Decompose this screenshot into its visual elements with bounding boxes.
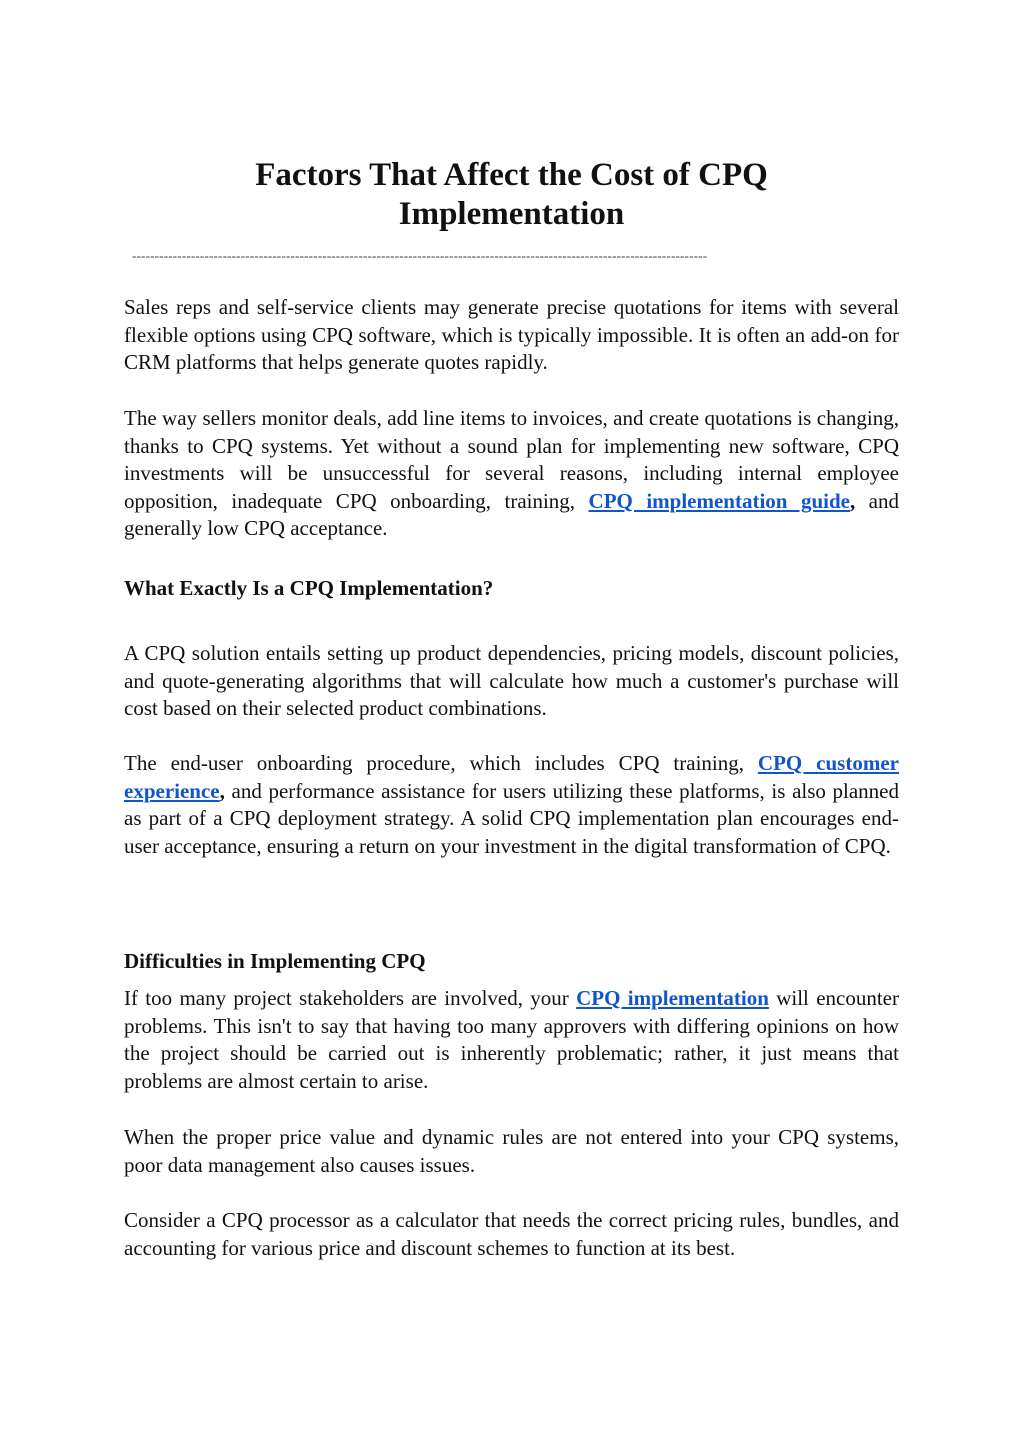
- paragraph-intro: Sales reps and self-service clients may generate precise quotations for items with several flexible options using CPQ software, which is typically impossible. It is often an add-on for CRM platforms that helps generate quotes rapidly.: [124, 295, 899, 375]
- heading-difficulties: Difficulties in Implementing CPQ: [124, 949, 426, 973]
- paragraph-stakeholders-tail: will encounter problems. This isn't to say that having too many approvers with differing opinions on how the project should be carried out is inherently problematic; rather, it just means that problems are almost certain to arise.: [124, 986, 899, 1093]
- paragraph-onboarding-tail: and performance assistance for users utilizing these platforms, is also planned as part of a CPQ deployment strategy. A solid CPQ implementation plan encourages end-user acceptance, ensuring a return on your investment in the digital transformation of CPQ.: [124, 778, 899, 858]
- paragraph-data-management: When the proper price value and dynamic rules are not entered into your CPQ systems, poor data management also causes issues.: [124, 1125, 899, 1177]
- title-line-1: Factors That Affect the Cost of CPQ: [255, 157, 768, 193]
- title-line-2: Implementation: [398, 196, 625, 232]
- paragraph-sellers: [124, 405, 899, 543]
- link-cpq-implementation-guide[interactable]: CPQ implementation guide: [588, 488, 850, 513]
- page-title: [124, 156, 899, 234]
- paragraph-sellers-text: The way sellers monitor deals, add line items to invoices, and create quotations is changing, thanks to CPQ systems. Yet without a sound plan for implementing new software, CPQ investments will be unsuccessful for several reasons, including internal employee opposition, inadequate CPQ onboarding, training,: [124, 406, 899, 513]
- paragraph-stakeholders: [124, 985, 899, 1095]
- title-separator: -------------------------------------------------------------------------------------------------------------------------------: [132, 248, 708, 263]
- paragraph-cpq-solution: A CPQ solution entails setting up product dependencies, pricing models, discount policies, and quote-generating algorithms that will calculate how much a customer's purchase will cost based on their selected product combinations.: [124, 641, 899, 721]
- paragraph-onboarding: [124, 750, 899, 860]
- heading-what-is-cpq: What Exactly Is a CPQ Implementation?: [124, 576, 494, 600]
- paragraph-sellers-tail: and generally low CPQ acceptance.: [124, 488, 900, 541]
- paragraph-stakeholders-text: If too many project stakeholders are involved, your: [124, 986, 577, 1010]
- paragraph-onboarding-text: The end-user onboarding procedure, which includes CPQ training,: [124, 751, 758, 775]
- link-cpq-implementation[interactable]: CPQ implementation: [576, 986, 769, 1010]
- paragraph-calculator: Consider a CPQ processor as a calculator that needs the correct pricing rules, bundles, and accounting for various price and discount schemes to function at its best.: [124, 1208, 899, 1260]
- link-cpq-customer-experience[interactable]: CPQ customer experience: [124, 751, 899, 803]
- comma: ,: [219, 778, 225, 803]
- comma: ,: [849, 488, 856, 513]
